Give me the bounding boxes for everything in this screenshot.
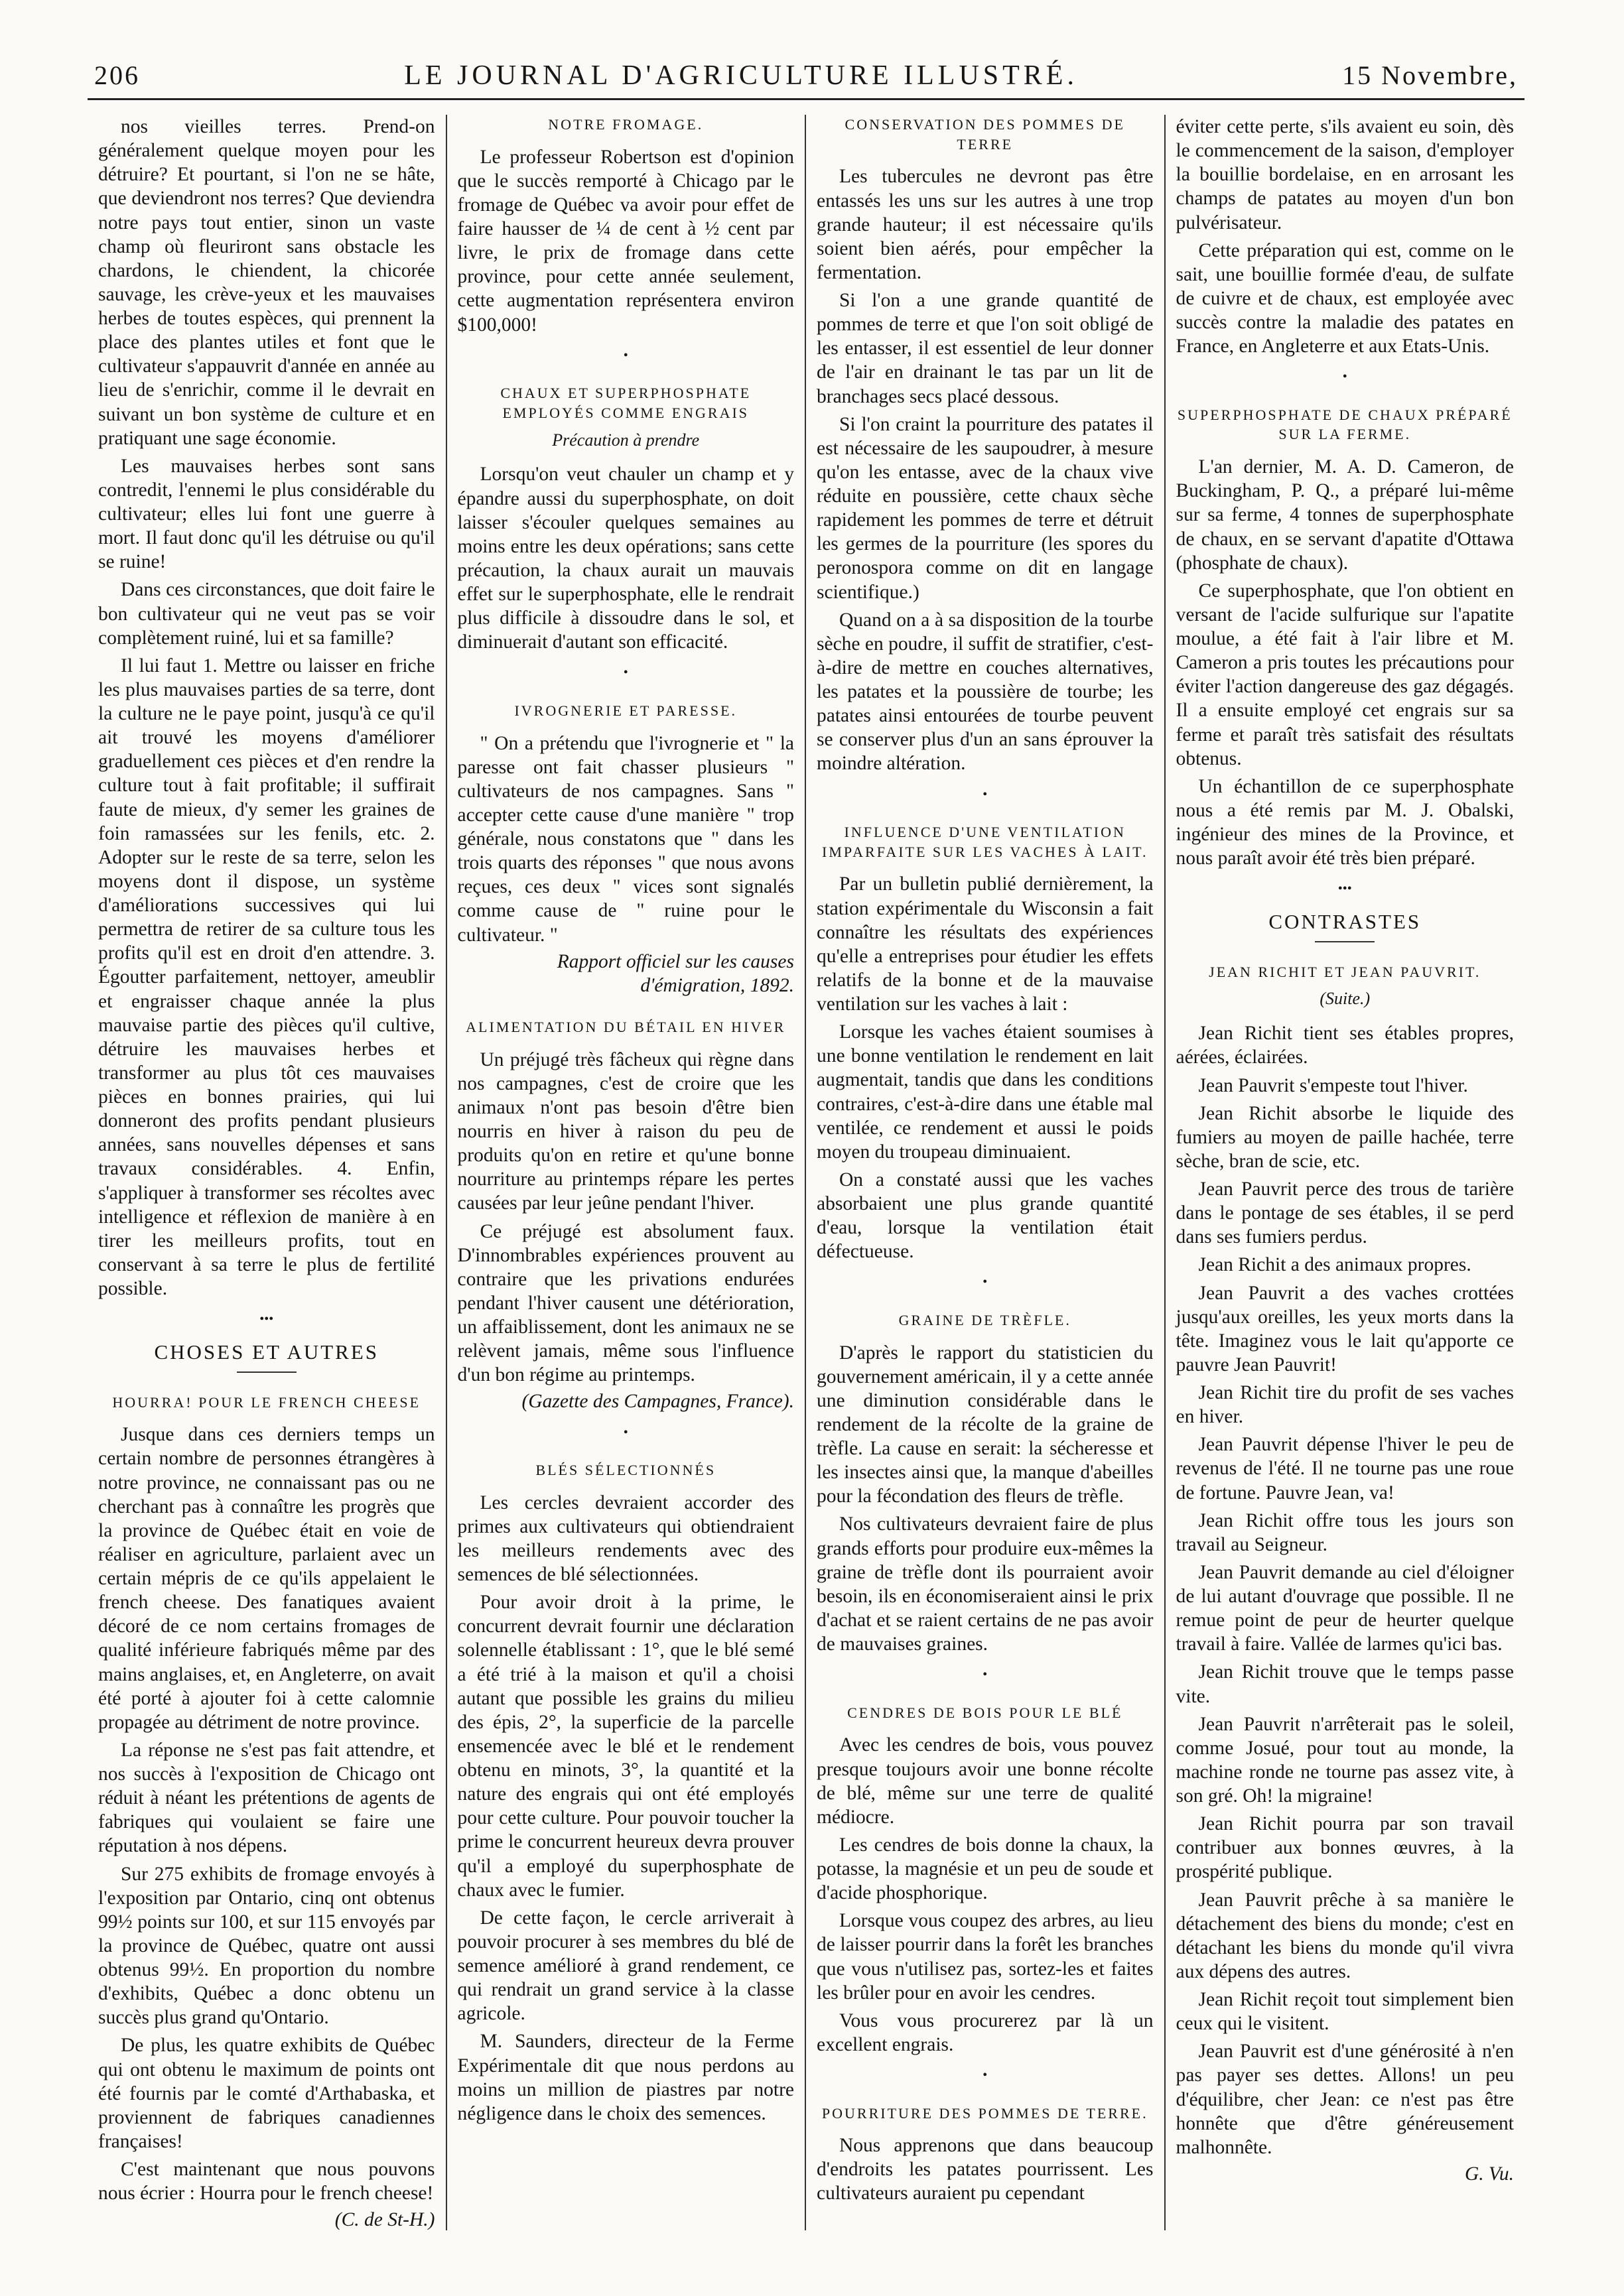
paragraph: Jusque dans ces derniers temps un certain nombre de personnes étrangères à notre province, ne connaissant pas ou ne cherchant pas à connaître les progrès que la province de Québec était en voie de réaliser en agriculture, parlaient avec un certain mépris de ce qu'ils appelaient le french cheese. Des fanatiques avaient décoré de ce nom certains fromages de qualité inférieure fabriqués même par des mains anglaises, et, en Angleterre, on avait été porté à ajouter foi à cette calomnie propagée au détriment de notre province. — [98, 1424, 435, 1733]
paragraph: Un échantillon de ce superphosphate nous a été remis par M. J. Obalski, ingénieur des mines de la Province, et nous paraît avoir été très bien préparé. — [1176, 775, 1514, 869]
paragraph: Jean Richit reçoit tout simplement bien ceux qui le visitent. — [1176, 1989, 1514, 2035]
paragraph: Lorsqu'on veut chauler un champ et y épandre aussi du superphosphate, on doit laisser s'écouler quelques semaines au moins entre les deux opérations; sans cette précaution, la chaux aurait un mauvais effet sur le superphosphate, elle le rendrait plus difficile à dissoudre dans le sol, et diminuerait d'autant son efficacité. — [457, 464, 794, 653]
paragraph: Jean Richit pourra par son travail contribuer aux bonnes œuvres, à la prospérité publique. — [1176, 1813, 1514, 1883]
article-heading: HOURRA! POUR LE FRENCH CHEESE — [112, 1393, 421, 1411]
paragraph: Cette préparation qui est, comme on le sait, une bouillie formée d'eau, de sulfate de cuivre et de chaux, est employée avec succès contre la maladie des patates en France, en Angleterre et aux Etats-Unis. — [1176, 239, 1514, 357]
article-subheading: (Suite.) — [1320, 989, 1371, 1009]
paragraph: Pour avoir droit à la prime, le concurrent devrait fournir une déclaration solennelle établissant : 1°, que le blé semé a été trié à la maison et qu'il a choisi autant que possible les grains du milieu des épis, 2°, la superficie de la parcelle ensemencée avec le blé et le rendement obtenu en minots, 3°, la quantité et la nature des engrais qui ont été employés pour cette culture. Pour pouvoir toucher la prime le concurrent heureux devra prouver qu'il a employé du superphosphate de chaux avec le fumier. — [457, 1592, 794, 1901]
paragraph: Dans ces circonstances, que doit faire le bon cultivateur qui ne veut pas se voir complètement ruiné, lui et sa famille? — [98, 579, 435, 649]
header-rule — [88, 98, 1524, 100]
article-heading: INFLUENCE D'UNE VENTILATION IMPARFAITE SUR LES VACHES À LAIT. — [822, 824, 1148, 860]
paragraph: Ce superphosphate, que l'on obtient en versant de l'acide sulfurique sur l'apatite moulue, a été fait à l'air libre et M. Cameron a pris toutes les précautions pour éviter l'action dangereuse des gaz dégagés. Il a ensuite employé cet engrais sur sa ferme et paraît très satisfait des résultats obtenus. — [1176, 580, 1514, 769]
paragraph: Jean Pauvrit dépense l'hiver le peu de revenus de l'été. Il ne tourne pas une roue de fortune. Pauvre Jean, va! — [1176, 1434, 1514, 1503]
paragraph: nos vieilles terres. Prend-on généralement quelque moyen pour les détruire? Et pourtant, si l'on ne se hâte, que deviendront nos terres? Que deviendra notre pays tout entier, sinon un vaste champ où fleuriront sans obstacle les chardons, le chiendent, la chicorée sauvage, les crève-yeux et les mauvaises herbes de toutes espèces, qui prennent la place des plantes utiles et font que le cultivateur s'appauvrit d'année en année au lieu de s'enrichir, comme il le devrait en suivant un bon système de culture et en pratiquant une sage économie. — [98, 116, 435, 449]
article-heading: JEAN RICHIT ET JEAN PAUVRIT. — [1209, 963, 1481, 980]
paragraph: Par un bulletin publié dernièrement, la station expérimentale du Wisconsin a fait connaître les résultats des expériences qu'elle a entreprises pour étudier les effets relatifs de la bonne et de la mauvaise ventilation sur les vaches à lait : — [817, 873, 1154, 1015]
article-heading: IVROGNERIE ET PARESSE. — [514, 702, 738, 719]
paragraph: Un préjugé très fâcheux qui règne dans nos campagnes, c'est de croire que les animaux n'ont pas besoin d'être bien nourris en hiver à raison du peu de produits qu'on en retire et qu'une bonne nourriture au printemps répare les pertes causées par leur jeûne pendant l'hiver. — [457, 1049, 794, 1214]
paragraph: Il lui faut 1. Mettre ou laisser en friche les plus mauvaises parties de sa terre, dont la culture ne le paye point, jusqu'à ce qu'il ait trouvé les moyens d'améliorer graduellement ces pièces et d'en rendre la culture tout à fait profitable; il suffirait faute de mieux, d'y semer les graines de foin ramassées sur les fenils, etc. 2. Adopter sur le reste de sa terre, selon les moyens dont il dispose, un système d'améliorations successives qui lui permettra de retirer de sa culture tous les profits qu'il est en droit d'en attendre. 3. Égoutter parfaitement, nettoyer, ameublir et engraisser chaque année la plus mauvaise partie des pièces qu'il cultive, détruire les mauvaises herbes et transformer au plus tôt ces mauvaises pièces en bonnes prairies, qui lui donneront des profits pendant plusieurs années, sans nouvelles dépenses et sans travaux considérables. 4. Enfin, s'appliquer à transformer ses récoltes avec intelligence et réflexion de manière à en tirer les meilleurs profits, tout en conservant à sa terre le plus de fertilité possible. — [98, 655, 435, 1299]
paragraph: Les tubercules ne devront pas être entassés les uns sur les autres à une trop grande hauteur; il est nécessaire qu'ils soient bien aérés, pour empêcher la fermentation. — [817, 166, 1154, 283]
paragraph: Jean Pauvrit perce des trous de tarière dans le pontage de ses étables, il se perd dans ses fumiers perdus. — [1176, 1179, 1514, 1248]
column-2 — [447, 115, 807, 2230]
paragraph: Les cercles devraient accorder des primes aux cultivateurs qui obtiendraient les meilleurs rendements avec des semences de blé sélectionnées. — [457, 1492, 794, 1586]
paragraph: Jean Pauvrit s'empeste tout l'hiver. — [1198, 1074, 1468, 1096]
section-ornament: • — [982, 787, 988, 802]
paragraph: Nos cultivateurs devraient faire de plus grands efforts pour produire eux-mêmes la graine de trèfle dont ils pourraient avoir besoin, ils en économiseraient ainsi le prix d'achat et se raient certains de ne pas avoir de mauvaises graines. — [817, 1513, 1154, 1655]
paragraph: On a constaté aussi que les vaches absorbaient une plus grande quantité d'eau, lorsque la ventilation était défectueuse. — [817, 1169, 1154, 1263]
paragraph: Vous vous procurerez par là un excellent engrais. — [817, 2009, 1154, 2055]
page-header — [88, 60, 1524, 98]
paragraph: Quand on a à sa disposition de la tourbe sèche en poudre, il suffit de stratifier, c'est-à-dire de mettre en couches alternatives, les patates et la poussière de tourbe; les patates ainsi entourées de tourbe peuvent se conserver plus d'un an sans éprouver la moindre altération. — [817, 609, 1154, 775]
paragraph: M. Saunders, directeur de la Ferme Expérimentale dit que nous perdons au moins un million de piastres par notre négligence dans le choix des semences. — [457, 2031, 794, 2124]
source-credit: Rapport officiel sur les causes d'émigration, 1892. — [557, 950, 794, 996]
author-signature: G. Vu. — [1464, 2163, 1514, 2185]
paragraph: De plus, les quatre exhibits de Québec qui ont obtenu le maximum de points ont été fournis par le comté d'Arthabaska, et proviennent de fabriques canadiennes françaises! — [98, 2035, 435, 2152]
paragraph: Avec les cendres de bois, vous pouvez presque toujours avoir une bonne récolte de blé, même sur une terre de qualité médiocre. — [817, 1734, 1154, 1828]
paragraph: Lorsque les vaches étaient soumises à une bonne ventilation le rendement en lait augmentait, tandis que dans les conditions contraires, c'est-à-dire dans une étable mal ventilée, ce rendement et aussi le poids moyen du troupeau diminuaient. — [817, 1021, 1154, 1163]
source-credit: (Gazette des Campagnes, France). — [521, 1391, 794, 1413]
section-ornament: ••• — [259, 1312, 274, 1327]
article-columns — [88, 115, 1524, 2230]
article-heading: SUPERPHOSPHATE DE CHAUX PRÉPARÉ SUR LA FERME. — [1177, 406, 1513, 443]
paragraph: C'est maintenant que nous pouvons nous écrier : Hourra pour le french cheese! — [98, 2159, 435, 2204]
section-ornament: • — [982, 2068, 988, 2082]
column-1 — [88, 115, 447, 2230]
section-ornament: • — [982, 1275, 988, 1290]
paragraph: D'après le rapport du statisticien du gouvernement américain, il y a cette année une diminution considérable dans le rendement de la récolte de la graine de trèfle. La cause en serait: la sécheresse et les insectes ainsi que, la manque d'abeilles pour la fécondation des fleurs de trèfle. — [817, 1342, 1154, 1507]
section-ornament: ••• — [1337, 881, 1352, 897]
section-ornament: • — [1342, 369, 1347, 385]
paragraph: La réponse ne s'est pas fait attendre, et nos succès à l'exposition de Chicago ont réduit à néant les prétentions de agents de fabriques qui voulaient se faire une réputation à nos dépens. — [98, 1739, 435, 1857]
article-heading: NOTRE FROMAGE. — [548, 116, 704, 133]
paragraph: Ce préjugé est absolument faux. D'innombrables expériences prouvent au contraire que les privations endurées pendant l'hiver causent une détérioration, un affaiblissement, dont les animaux ne se relèvent jamais, même sous l'influence d'un bon régime au printemps. — [457, 1220, 794, 1386]
article-heading: CONSERVATION DES POMMES DE TERRE — [845, 116, 1125, 153]
section-title: CONTRASTES — [1268, 909, 1422, 933]
section-ornament: • — [623, 348, 628, 363]
section-title: CHOSES ET AUTRES — [154, 1340, 379, 1364]
paragraph: Jean Richit trouve que le temps passe vite. — [1176, 1661, 1514, 1707]
paragraph: Si l'on a une grande quantité de pommes de terre et que l'on soit obligé de les entasser, il est essentiel de leur donner de l'air en drainant le tas par un lit de branchages secs placé dessous. — [817, 290, 1154, 407]
paragraph: Les mauvaises herbes sont sans contredit, l'ennemi le plus considérable du cultivateur; elles lui font une guerre à mort. Il faut donc qu'il les détruise ou qu'il se ruine! — [98, 455, 435, 573]
paragraph: Jean Pauvrit demande au ciel d'éloigner de lui autant d'ouvrage que possible. Il ne remue point de peur de heurter quelque travail à faire. Vallée de larmes qu'ici bas. — [1176, 1561, 1514, 1655]
journal-title: LE JOURNAL D'AGRICULTURE ILLUSTRÉ. — [404, 60, 1078, 91]
title-rule — [237, 1371, 297, 1373]
paragraph: " On a prétendu que l'ivrognerie et " la paresse ont fait chasser plusieurs " cultivateurs de nos campagnes. Sans " accepter cette cause d'une manière " trop générale, nous constatons que " dans les trois quarts des réponses " que nous avons reçues, ces deux " vices sont signalés comme cause de " ruine pour le cultivateur. " — [457, 732, 794, 946]
issue-date: 15 Novembre, — [1342, 60, 1518, 90]
column-3 — [806, 115, 1166, 2230]
paragraph: éviter cette perte, s'ils avaient eu soin, dès le commencement de la saison, d'employer la bouillie bordelaise, en en arrosant les champs de patates au moyen d'un bon pulvérisateur. — [1176, 116, 1514, 233]
paragraph: Jean Pauvrit a des vaches crottées jusqu'aux oreilles, les yeux morts dans la tête. Imaginez vous le lait qu'apporte ce pauvre Jean Pauvrit! — [1176, 1282, 1514, 1375]
section-ornament: • — [982, 1667, 988, 1683]
column-4 — [1166, 115, 1525, 2230]
article-heading: POURRITURE DES POMMES DE TERRE. — [821, 2104, 1148, 2122]
article-heading: GRAINE DE TRÈFLE. — [898, 1311, 1071, 1328]
paragraph: Si l'on craint la pourriture des patates il est nécessaire de les saupoudrer, à mesure qu'on les entasse, avec de la chaux vive réduite en poussière, cette chaux sèche rapidement les pommes de terre et détruit les germes de la pourriture (les spores du peronospora comme on dit en langage scientifique.) — [817, 413, 1154, 603]
paragraph: Jean Richit offre tous les jours son travail au Seigneur. — [1176, 1509, 1514, 1555]
article-heading: CENDRES DE BOIS POUR LE BLÉ — [847, 1704, 1123, 1721]
paragraph: Jean Richit a des animaux propres. — [1198, 1254, 1471, 1276]
paragraph: Le professeur Robertson est d'opinion que le succès remporté à Chicago par le fromage de Québec va avoir pour effet de faire hausser de ¼ de cent à ½ cent par livre, le prix de fromage dans cette province, pour cette année seulement, cette augmentation représentera environ $100,000! — [457, 146, 794, 336]
paragraph: Nous apprenons que dans beaucoup d'endroits les patates pourrissent. Les cultivateurs auraient pu cependant — [817, 2135, 1154, 2204]
paragraph: Jean Pauvrit prêche à sa manière le détachement des biens du monde; c'est en détachant les biens du monde qu'il vivra aux dépens des autres. — [1176, 1889, 1514, 1982]
article-subheading: Précaution à prendre — [552, 430, 700, 450]
paragraph: Sur 275 exhibits de fromage envoyés à l'exposition par Ontario, cinq ont obtenus 99½ points sur 100, et sur 115 envoyés par la province de Québec, quatre ont aussi obtenus 99½. En proportion du nombre d'exhibits, Québec a donc obtenu un succès plus grand qu'Ontario. — [98, 1863, 435, 2029]
section-ornament: • — [623, 665, 628, 680]
article-heading: CHAUX ET SUPERPHOSPHATE EMPLOYÉS COMME ENGRAIS — [500, 385, 752, 421]
source-credit: (C. de St-H.) — [334, 2209, 435, 2230]
article-heading: ALIMENTATION DU BÉTAIL EN HIVER — [466, 1018, 786, 1035]
paragraph: Jean Richit tient ses étables propres, aérées, éclairées. — [1176, 1023, 1514, 1068]
page-number: 206 — [94, 60, 140, 90]
paragraph: Les cendres de bois donne la chaux, la potasse, la magnésie et un peu de soude et d'acide phosphorique. — [817, 1834, 1154, 1904]
paragraph: De cette façon, le cercle arriverait à pouvoir procurer à ses membres du blé de semence amélioré à grand rendement, ce qui rendrait un grand service à la classe agricole. — [457, 1907, 794, 2025]
article-heading: BLÉS SÉLECTIONNÉS — [535, 1462, 716, 1479]
section-ornament: • — [623, 1425, 628, 1440]
title-rule — [1315, 941, 1375, 942]
paragraph: Jean Pauvrit n'arrêterait pas le soleil, comme Josué, pour tout au monde, la machine ronde ne tourne pas assez vite, à son gré. Oh! la migraine! — [1176, 1713, 1514, 1807]
paragraph: L'an dernier, M. A. D. Cameron, de Buckingham, P. Q., a préparé lui-même sur sa ferme, 4 tonnes de superphosphate de chaux, en se servant d'apatite d'Ottawa (phosphate de chaux). — [1176, 456, 1514, 574]
paragraph: Lorsque vous coupez des arbres, au lieu de laisser pourrir dans la forêt les branches que vous n'utilisez pas, sortez-les et faites les brûler pour en avoir les cendres. — [817, 1910, 1154, 2004]
paragraph: Jean Richit absorbe le liquide des fumiers au moyen de paille hachée, terre sèche, bran de scie, etc. — [1176, 1102, 1514, 1172]
paragraph: Jean Pauvrit est d'une générosité à n'en pas payer ses dettes. Allons! un peu d'équilibre, cher Jean: ce n'est pas être honnête que d'être généreusement malhonnête. — [1176, 2041, 1514, 2158]
paragraph: Jean Richit tire du profit de ses vaches en hiver. — [1176, 1382, 1514, 1428]
